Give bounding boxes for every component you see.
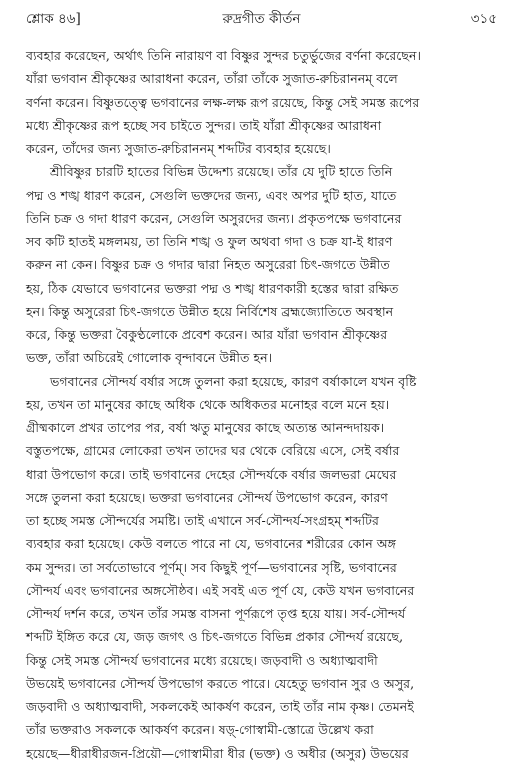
paragraph bbox=[26, 370, 499, 765]
chapter-title: রুদ্রগীত কীর্তন bbox=[222, 11, 301, 27]
text-line: হয়েছে—ধীরাধীরজন-প্রিয়ৌ—গোস্বামীরা ধীর (ভক্ত) ও অধীর (অসুর) উভয়ের bbox=[26, 745, 409, 761]
text-line: করে, কিন্তু ভক্তরা বৈকুণ্ঠলোকে প্রবেশ করেন। আর যাঁরা ভগবান শ্রীকৃষ্ণের bbox=[26, 327, 388, 342]
text-line: সৌন্দর্য এবং ভগবানের অঙ্গসৌষ্ঠব। এই সবই এত পূর্ণ যে, কেউ যখন ভগবানের bbox=[26, 582, 415, 598]
paragraph bbox=[26, 160, 499, 369]
text-line: কম সুন্দর। তা সর্বতোভাবে পূর্ণম্। সব কিছুই পূর্ণ—ভগবানের সৃষ্টি, ভগবানের bbox=[26, 559, 397, 575]
text-line: সঙ্গে তুলনা করা হয়েছে। ভক্তরা ভগবানের সৌন্দর্য উপভোগ করেন, কারণ bbox=[26, 489, 388, 505]
purport-text bbox=[26, 44, 499, 765]
text-line: করুন না কেন। বিষ্ণুর চক্র ও গদার দ্বারা নিহত অসুরেরা চিৎ-জগতে উন্নীত bbox=[26, 257, 390, 273]
text-line: বর্ণনা করেন। বিষ্ণুতত্ত্বে ভগবানের লক্ষ-লক্ষ রূপ রয়েছে, কিন্তু সেই সমস্ত রূপের bbox=[26, 94, 420, 110]
text-line: মধ্যে শ্রীকৃষ্ণের রূপ হচ্ছে সব চাইতে সুন্দর। তাই যাঁরা শ্রীকৃষ্ণের আরাধনা bbox=[26, 117, 382, 133]
text-line: বস্তুতপক্ষে, গ্রামের লোকেরা তখন তাদের ঘর থেকে বেরিয়ে এসে, সেই বর্ষার bbox=[26, 443, 400, 459]
text-line: তাঁর ভক্তরাও সকলকে আকর্ষণ করেন। ষড়্-গোস্বামী-স্তোত্রে উল্লেখ করা bbox=[26, 722, 374, 738]
text-line: করেন, তাঁদের জন্য সুজাত-রুচিরাননম্ শব্দটির ব্যবহার হয়েছে। bbox=[26, 141, 331, 156]
text-line: ভক্ত, তাঁরা অচিরেই গোলোক বৃন্দাবনে উন্নীত হন। bbox=[26, 350, 273, 366]
text-line: ব্যবহার করা হয়েছে। কেউ বলতে পারে না যে, ভগবানের শরীরের কোন অঙ্গ bbox=[26, 536, 396, 552]
text-line: হয়, ঠিক যেভাবে ভগবানের ভক্তরা পদ্ম ও শঙ্খ ধারণকারী হস্তের দ্বারা রক্ষিত bbox=[26, 280, 399, 296]
text-line: তা হচ্ছে সমস্ত সৌন্দর্যের সমষ্টি। তাই এখানে সর্ব-সৌন্দর্য-সংগ্রহম্ শব্দটির bbox=[26, 513, 379, 528]
text-line: ভগবানের সৌন্দর্য বর্ষার সঙ্গে তুলনা করা হয়েছে, কারণ বর্ষাকালে যখন বৃষ্টি bbox=[50, 373, 417, 389]
text-line: পদ্ম ও শঙ্খ ধারণ করেন, সেগুলি ভক্তদের জন্য, এবং অপর দুটি হাত, যাতে bbox=[26, 187, 397, 203]
page-header bbox=[26, 8, 497, 30]
text-line: সৌন্দর্য দর্শন করে, তখন তাঁর সমস্ত বাসনা পূর্ণরূপে তৃপ্ত হয়ে যায়। সর্ব-সৌন্দর্য bbox=[26, 606, 406, 621]
text-line: শব্দটি ইঙ্গিত করে যে, জড় জগৎ ও চিৎ-জগতে বিভিন্ন প্রকার সৌন্দর্য রয়েছে, bbox=[26, 629, 404, 645]
text-line: তিনি চক্র ও গদা ধারণ করেন, সেগুলি অসুরদের জন্য। প্রকৃতপক্ষে ভগবানের bbox=[26, 210, 402, 226]
text-line: উভয়েই ভগবানের সৌন্দর্য উপভোগ করতে পারে। যেহেতু ভগবান সুর ও অসুর, bbox=[26, 675, 415, 691]
text-line: সব কটি হাতই মঙ্গলময়, তা তিনি শঙ্খ ও ফুল অথবা গদা ও চক্র যা-ই ধারণ bbox=[26, 234, 393, 249]
text-line: ধারা উপভোগ করে। তাই ভগবানের দেহের সৌন্দর্যকে বর্ষার জলভরা মেঘের bbox=[26, 466, 397, 482]
page-number: ৩১৫ bbox=[470, 11, 497, 27]
text-line: হয়, তখন তা মানুষের কাছে অধিক থেকে অধিকতর মনোহর বলে মনে হয়। bbox=[26, 396, 390, 412]
text-line: হন। কিন্তু অসুরেরা চিৎ-জগতে উন্নীত হয়ে নির্বিশেষ ব্রহ্মজ্যোতিতে অবস্থান bbox=[26, 303, 394, 319]
text-line: শ্রীবিষ্ণুর চারটি হাতের বিভিন্ন উদ্দেশ্য রয়েছে। তাঁর যে দুটি হাতে তিনি bbox=[50, 164, 393, 180]
text-line: যাঁরা ভগবান শ্রীকৃষ্ণের আরাধনা করেন, তাঁরা তাঁকে সুজাত-রুচিরাননম্ বলে bbox=[26, 71, 398, 87]
text-line: কিন্তু সেই সমস্ত সৌন্দর্য ভগবানের মধ্যে রয়েছে। জড়বাদী ও অধ্যাত্মবাদী bbox=[26, 652, 378, 668]
text-line: গ্রীষ্মকালে প্রখর তাপের পর, বর্ষা ঋতু মানুষের কাছে অত্যন্ত আনন্দদায়ক। bbox=[26, 420, 385, 435]
verse-reference: শ্লোক ৪৬] bbox=[26, 11, 81, 27]
text-line: ব্যবহার করেছেন, অর্থাৎ তিনি নারায়ণ বা বিষ্ণুর সুন্দর চতুর্ভুজের বর্ণনা করেছেন। bbox=[26, 48, 421, 63]
text-line: জড়বাদী ও অধ্যাত্মবাদী, সকলকেই আকর্ষণ করেন, তাই তাঁর নাম কৃষ্ণ। তেমনই bbox=[26, 699, 414, 714]
paragraph bbox=[26, 44, 499, 160]
